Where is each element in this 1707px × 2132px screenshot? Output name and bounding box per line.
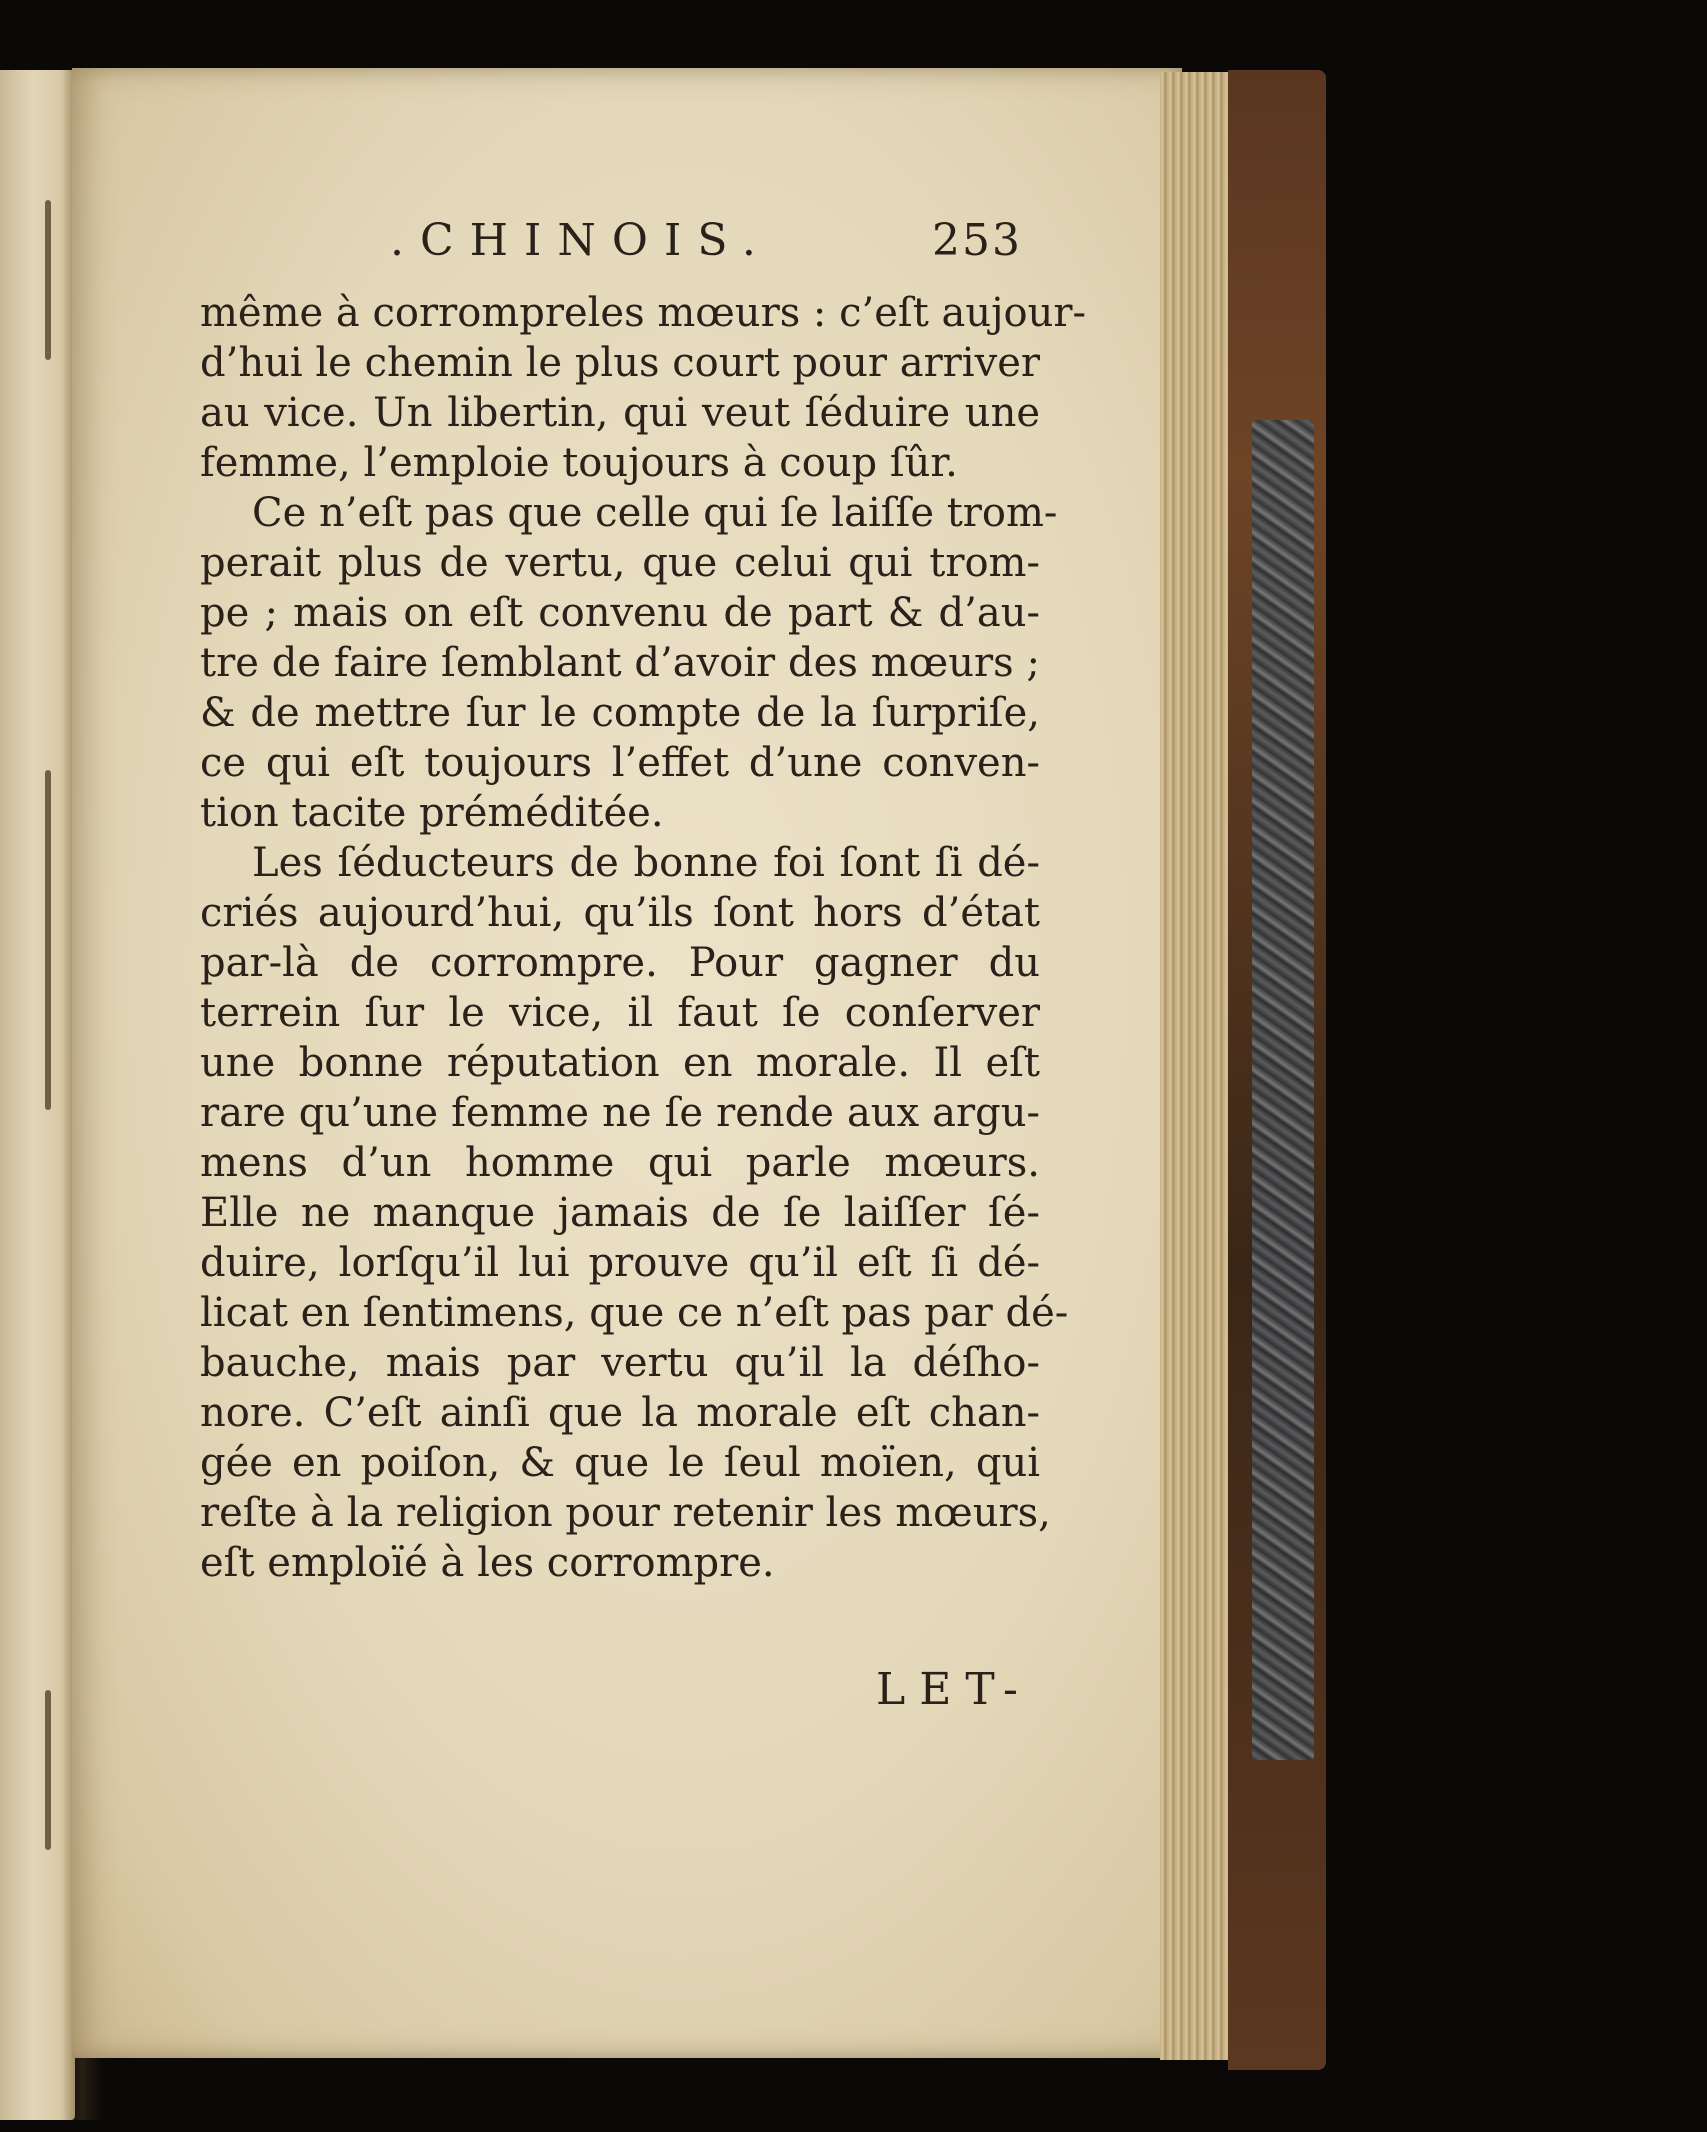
- text-line: par-là de corrompre. Pour gagner du: [200, 940, 1040, 986]
- text-line: nore. C’eſt ainſi que la morale eſt chan-: [200, 1390, 1040, 1436]
- text-line: tre de faire ſemblant d’avoir des mœurs ;: [200, 640, 1040, 686]
- text-line: mens d’un homme qui parle mœurs.: [200, 1140, 1040, 1186]
- text-line: une bonne réputation en morale. Il eſt: [200, 1040, 1040, 1086]
- marbled-board: [1252, 420, 1314, 1760]
- page-number: 253: [932, 215, 1022, 266]
- page-fore-edge: [1160, 72, 1233, 2060]
- text-line: au vice. Un libertin, qui veut ſéduire une: [200, 390, 1040, 436]
- text-line: pe ; mais on eſt convenu de part & d’au-: [200, 590, 1040, 636]
- text-line: & de mettre ſur le compte de la ſurpriſe,: [200, 690, 1040, 736]
- page-crease: [45, 200, 51, 360]
- text-line: perait plus de vertu, que celui qui trom-: [200, 540, 1040, 586]
- body-text: [200, 288, 1086, 1588]
- running-title: .CHINOIS.: [390, 215, 772, 266]
- text-line: eſt emploïé à les corrompre.: [200, 1540, 775, 1586]
- text-line: rare qu’une femme ne ſe rende aux argu-: [200, 1090, 1040, 1136]
- text-line: duire, lorſqu’il lui prouve qu’il eſt ſi dé-: [200, 1240, 1040, 1286]
- text-line: femme, l’emploie toujours à coup ſûr.: [200, 440, 958, 486]
- text-line: reſte à la religion pour retenir les mœurs,: [200, 1490, 1051, 1536]
- text-line: Elle ne manque jamais de ſe laiſſer ſé-: [200, 1190, 1040, 1236]
- page-crease: [45, 1690, 51, 1850]
- text-line: même à corrompreles mœurs : c’eſt aujour-: [200, 290, 1086, 336]
- text-line: gée en poiſon, & que le ſeul moïen, qui: [200, 1440, 1040, 1486]
- text-line: Ce n’eſt pas que celle qui ſe laiſſe trom-: [252, 490, 1058, 536]
- text-line: terrein ſur le vice, il faut ſe conſerver: [200, 990, 1040, 1036]
- text-line: criés aujourd’hui, qu’ils ſont hors d’état: [200, 890, 1040, 936]
- text-line: bauche, mais par vertu qu’il la déſho-: [200, 1340, 1040, 1386]
- page-crease: [45, 770, 51, 1110]
- text-line: tion tacite préméditée.: [200, 790, 664, 836]
- text-line: d’hui le chemin le plus court pour arriver: [200, 340, 1040, 386]
- text-line: licat en ſentimens, que ce n’eſt pas par dé-: [200, 1290, 1069, 1336]
- text-line: ce qui eſt toujours l’effet d’une conven-: [200, 740, 1040, 786]
- catchword: LET-: [876, 1664, 1032, 1715]
- page-header: [390, 215, 1050, 275]
- text-line: Les ſéducteurs de bonne foi ſont ſi dé-: [252, 840, 1040, 886]
